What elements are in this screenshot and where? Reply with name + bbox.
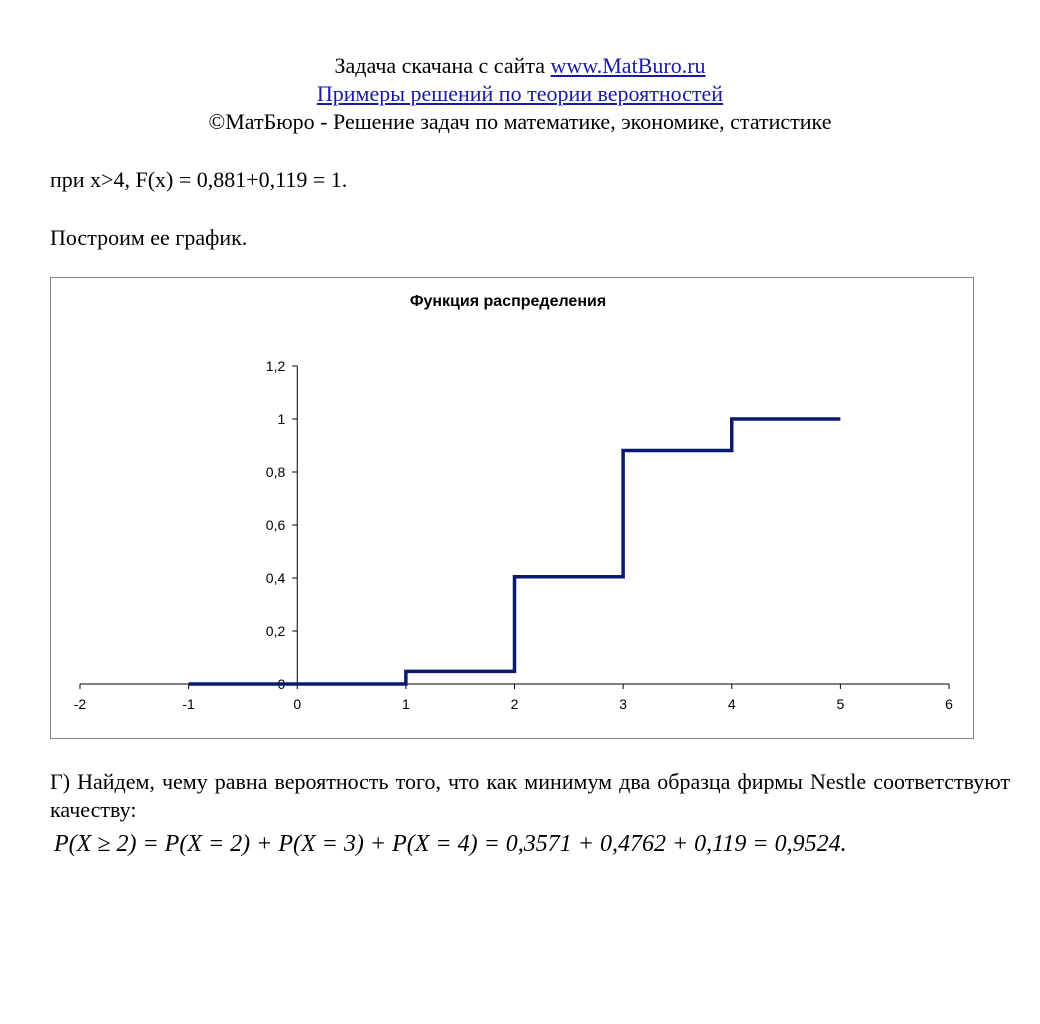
chart-series	[189, 419, 841, 684]
document-header	[0, 52, 1040, 136]
distribution-step-line	[189, 419, 841, 684]
x-tick-label: -1	[182, 696, 195, 712]
y-tick-label: 1	[277, 411, 286, 427]
matburo-site-link[interactable]: www.MatBuro.ru	[550, 53, 706, 78]
y-tick-label: 0,6	[265, 517, 286, 533]
x-tick-label: -2	[73, 696, 87, 712]
x-tick-label: 1	[401, 696, 410, 712]
paragraph-part-g: Г) Найдем, чему равна вероятность того, что как минимум два образца фирмы Nestle соответствуют качеству:	[50, 769, 1010, 822]
probability-formula	[54, 828, 847, 860]
chart-svg	[51, 278, 975, 740]
distribution-function-chart	[50, 277, 974, 739]
y-tick-label: 0,4	[265, 570, 286, 586]
probability-examples-link[interactable]: Примеры решений по теории вероятностей	[316, 81, 724, 106]
x-tick-label: 0	[293, 696, 302, 712]
y-tick-label: 1,2	[265, 358, 286, 374]
header-prefix-text: Задача скачана с сайта	[334, 53, 551, 78]
chart-title: Функция распределения	[409, 293, 607, 310]
y-tick-label: 0,8	[265, 464, 286, 480]
y-tick-label: 0,2	[265, 623, 286, 639]
paragraph-f-x-greater-4: при x>4, F(x) = 0,881+0,119 = 1.	[50, 167, 348, 192]
x-tick-label: 6	[945, 696, 953, 712]
header-line-2	[0, 80, 1040, 108]
header-line-1	[0, 52, 1040, 80]
x-tick-label: 5	[836, 696, 845, 712]
header-line-3: ©МатБюро - Решение задач по математике, экономике, статистике	[208, 109, 832, 134]
x-tick-label: 4	[727, 696, 736, 712]
formula-text: P(X ≥ 2) = P(X = 2) + P(X = 3) + P(X = 4) = 0,3571 + 0,4762 + 0,119 = 0,9524.	[54, 831, 847, 857]
x-tick-label: 2	[510, 696, 519, 712]
paragraph-build-graph: Построим ее график.	[50, 225, 248, 250]
x-tick-label: 3	[619, 696, 628, 712]
y-tick-label: 0	[277, 676, 286, 692]
